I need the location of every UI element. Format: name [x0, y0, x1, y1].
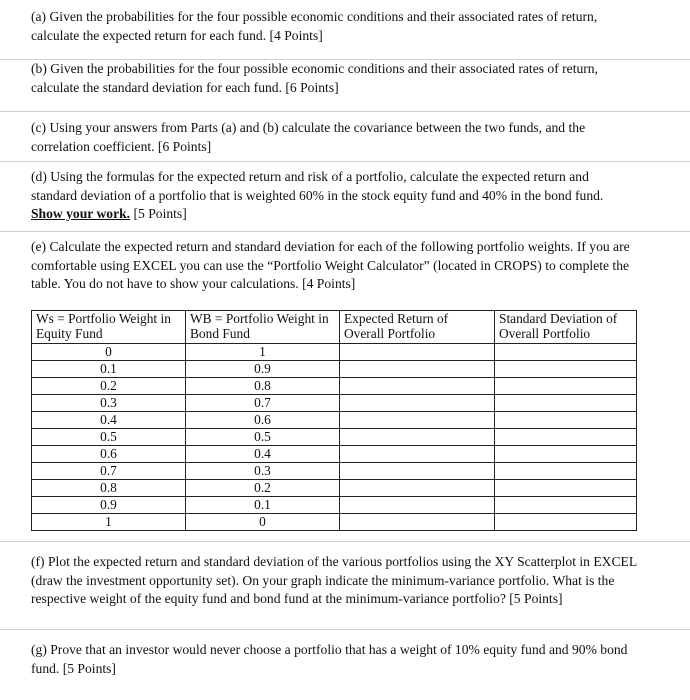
- cell-bond-weight: 0.2: [186, 480, 340, 497]
- cell-standard-deviation: [495, 395, 637, 412]
- table-header-row: [32, 311, 637, 344]
- table-row: [32, 395, 637, 412]
- cell-equity-weight: 0.4: [32, 412, 186, 429]
- question-g-text: (g) Prove that an investor would never choose a portfolio that has a weight of 10% equity fund and 90% bond fund. [5 Points]: [31, 642, 628, 676]
- question-c: [0, 112, 690, 162]
- cell-expected-return: [340, 446, 495, 463]
- header-bond-weight: WB = Portfolio Weight in Bond Fund: [186, 311, 340, 344]
- cell-equity-weight: 0.2: [32, 378, 186, 395]
- cell-expected-return: [340, 361, 495, 378]
- cell-equity-weight: 0.1: [32, 361, 186, 378]
- table-row: [32, 463, 637, 480]
- header-expected-return: Expected Return of Overall Portfolio: [340, 311, 495, 344]
- show-your-work-emphasis: Show your work.: [31, 206, 131, 221]
- table-row: [32, 514, 637, 531]
- question-g: [0, 630, 690, 700]
- cell-standard-deviation: [495, 480, 637, 497]
- cell-bond-weight: 1: [186, 344, 340, 361]
- cell-equity-weight: 0.6: [32, 446, 186, 463]
- question-c-text: (c) Using your answers from Parts (a) and (b) calculate the covariance between the two funds, and the correlation coefficient. [6 Points]: [31, 120, 586, 154]
- cell-equity-weight: 0: [32, 344, 186, 361]
- cell-expected-return: [340, 463, 495, 480]
- cell-expected-return: [340, 514, 495, 531]
- question-f-text: (f) Plot the expected return and standard deviation of the various portfolios using the XY Scatterplot in EXCEL (draw the investment opportunity set). On your graph indicate the minimum-variance portfolio. What is the respective weight of the equity fund and bond fund at the minimum-variance portfolio? [5 Points]: [31, 554, 637, 606]
- cell-bond-weight: 0.9: [186, 361, 340, 378]
- cell-bond-weight: 0: [186, 514, 340, 531]
- question-a-text: (a) Given the probabilities for the four possible economic conditions and their associated rates of return, calculate the expected return for each fund. [4 Points]: [31, 9, 598, 43]
- cell-expected-return: [340, 497, 495, 514]
- cell-bond-weight: 0.5: [186, 429, 340, 446]
- table-row: [32, 480, 637, 497]
- table-body: [32, 344, 637, 531]
- cell-standard-deviation: [495, 412, 637, 429]
- cell-equity-weight: 0.9: [32, 497, 186, 514]
- cell-equity-weight: 0.7: [32, 463, 186, 480]
- cell-standard-deviation: [495, 361, 637, 378]
- question-d-body: (d) Using the formulas for the expected return and risk of a portfolio, calculate the expected return and standard deviation of a portfolio that is weighted 60% in the stock equity fund and 40% in the bond fund.: [31, 169, 604, 203]
- table-row: [32, 344, 637, 361]
- cell-equity-weight: 1: [32, 514, 186, 531]
- cell-expected-return: [340, 429, 495, 446]
- table-row: [32, 497, 637, 514]
- cell-expected-return: [340, 412, 495, 429]
- cell-standard-deviation: [495, 497, 637, 514]
- table-row: [32, 361, 637, 378]
- cell-expected-return: [340, 344, 495, 361]
- cell-standard-deviation: [495, 429, 637, 446]
- cell-standard-deviation: [495, 463, 637, 480]
- cell-expected-return: [340, 378, 495, 395]
- cell-equity-weight: 0.5: [32, 429, 186, 446]
- portfolio-weight-table: [31, 310, 637, 531]
- cell-bond-weight: 0.7: [186, 395, 340, 412]
- cell-standard-deviation: [495, 344, 637, 361]
- cell-standard-deviation: [495, 446, 637, 463]
- question-d-points: [5 Points]: [130, 206, 187, 221]
- question-b: [0, 60, 690, 112]
- cell-equity-weight: 0.3: [32, 395, 186, 412]
- cell-bond-weight: 0.8: [186, 378, 340, 395]
- cell-standard-deviation: [495, 514, 637, 531]
- cell-bond-weight: 0.4: [186, 446, 340, 463]
- table-row: [32, 429, 637, 446]
- cell-expected-return: [340, 395, 495, 412]
- header-equity-weight: Ws = Portfolio Weight in Equity Fund: [32, 311, 186, 344]
- cell-equity-weight: 0.8: [32, 480, 186, 497]
- question-f: [0, 542, 690, 630]
- table-row: [32, 378, 637, 395]
- table-row: [32, 446, 637, 463]
- question-d: [0, 162, 690, 232]
- cell-expected-return: [340, 480, 495, 497]
- cell-bond-weight: 0.6: [186, 412, 340, 429]
- header-standard-deviation: Standard Deviation of Overall Portfolio: [495, 311, 637, 344]
- question-e-text: (e) Calculate the expected return and standard deviation for each of the following portfolio weights. If you are comfortable using EXCEL you can use the “Portfolio Weight Calculator” (located in CROPS) to complete the table. You do not have to show your calculations. [4 Points]: [31, 239, 630, 291]
- question-d-text: [31, 168, 638, 224]
- cell-standard-deviation: [495, 378, 637, 395]
- question-a: [0, 8, 690, 60]
- table-row: [32, 412, 637, 429]
- cell-bond-weight: 0.3: [186, 463, 340, 480]
- question-b-text: (b) Given the probabilities for the four possible economic conditions and their associated rates of return, calculate the standard deviation for each fund. [6 Points]: [31, 61, 598, 95]
- cell-bond-weight: 0.1: [186, 497, 340, 514]
